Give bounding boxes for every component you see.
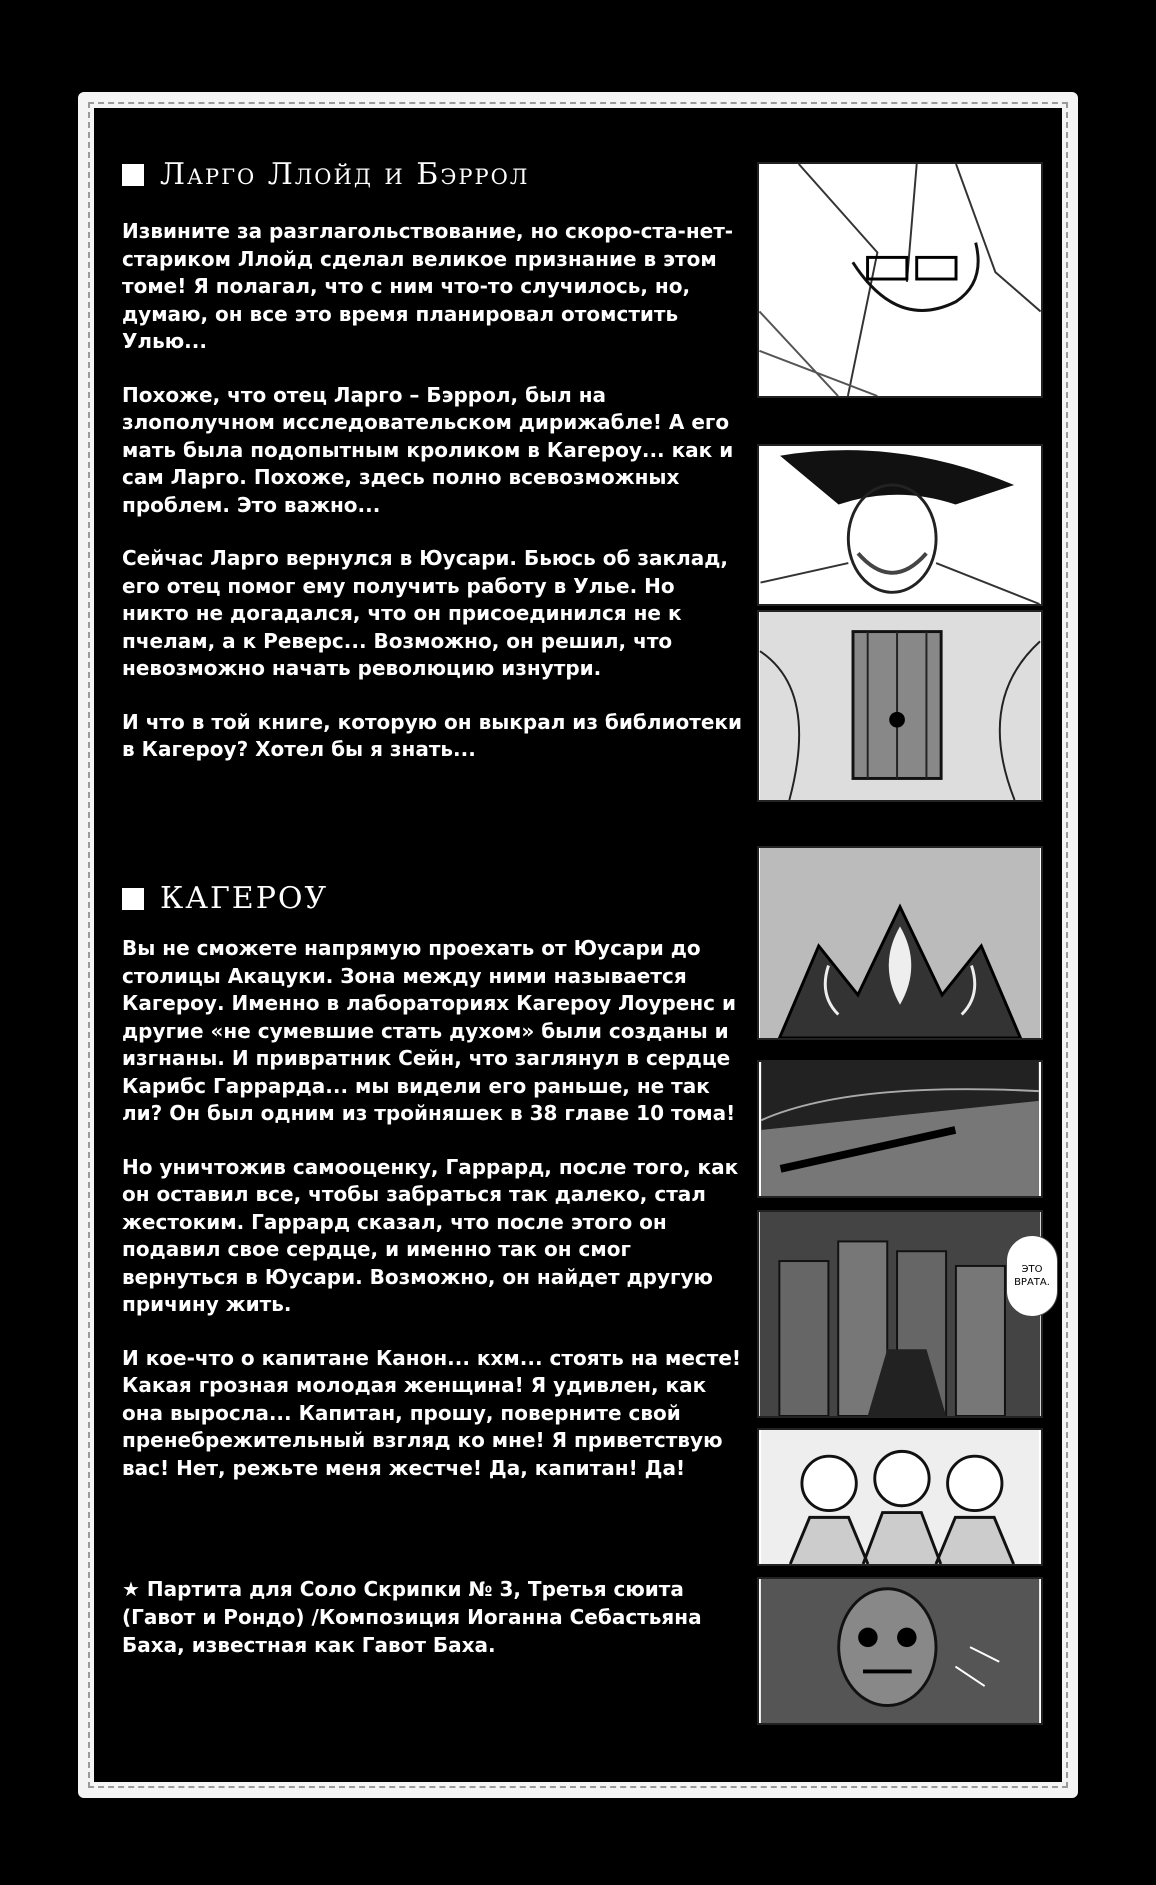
panel-triplets [757,1428,1043,1566]
footnote: ★ Партита для Соло Скрипки № 3, Третья сюита (Гавот и Рондо) /Композиция Иоганна Себастьяна Баха, известная как Гавот Баха. [122,1577,702,1657]
paragraph: И кое-что о капитане Канон... кхм... стоять на месте! Какая грозная молодая женщина! Я удивлен, как она выросла... Капитан, прошу, поверните свой пренебрежительный взгляд ко мне! Я приветствую вас! Нет, режьте меня жестче! Да, капитан! Да! [122,1345,742,1480]
train-illustration [759,1062,1041,1196]
section-title: КАГЕРОУ [160,881,329,916]
section-body-largo [122,218,747,790]
bullet-square-icon [122,888,144,910]
panel-city-gate [757,1210,1043,1418]
speech-bubble [1006,1235,1058,1317]
paragraph: Но уничтожив самооценку, Гаррард, после того, как он оставил все, чтобы забраться так далеко, стал жестоким. Гаррард сказал, что после этого он подавил свое сердце, и именно так он смог вернуться в Юусари. Возможно, он найдет другую причину жить. [122,1154,739,1316]
panel-largo-portrait [757,162,1043,398]
crown-illustration [759,848,1041,1038]
paragraph: Сейчас Ларго вернулся в Юусари. Бьюсь об заклад, его отец помог ему получить работу в Улье. Но никто не догадался, что он присоединился не к пчелам, а к Реверс... Возможно, он решил, что невозможно начать революцию изнутри. [122,546,729,680]
section-heading-largo [122,157,529,192]
gate-illustration [759,612,1041,800]
section-title: Ларго Ллойд и Бэррол [160,157,530,192]
largo-illustration [759,164,1041,396]
panel-barrol-portrait [757,444,1043,606]
section-heading-kageroou [122,881,328,916]
city-gate-illustration [759,1212,1041,1416]
paragraph: Извините за разглагольствование, но скоро-ста-нет-стариком Ллойд сделал великое признание в этом томе! Я полагал, что с ним что-то случилось, но, думаю, он все это время планировал отомстить Улью... [122,219,734,353]
panel-gate-vines [757,610,1043,802]
triplets-illustration [759,1430,1041,1564]
panel-train-landscape [757,1060,1043,1198]
panel-ghoul [757,1577,1043,1725]
panel-crown-ornament [757,846,1043,1040]
paragraph: Вы не сможете напрямую проехать от Юусари до столицы Акацуки. Зона между ними называется Кагероу. Именно в лабораториях Кагероу Лоуренс и другие «не сумевшие стать духом» были созданы и изгнаны. И привратник Сейн, что заглянул в сердце Карибс Гаррарда... мы видели его раньше, не так ли? Он был одним из тройняшек в 38 главе 10 тома! [122,936,736,1125]
bullet-square-icon [122,164,144,186]
section-body-kageroou [122,935,747,1508]
speech-bubble-line: ВРАТА. [1014,1277,1050,1288]
paragraph: И что в той книге, которую он выкрал из библиотеки в Кагероу? Хотел бы я знать... [122,709,742,761]
speech-bubble-line: ЭТО [1021,1264,1043,1275]
barrol-illustration [759,446,1041,604]
ghoul-illustration [759,1579,1041,1723]
paragraph: Похоже, что отец Ларго – Бэррол, был на злополучном исследовательском дирижабле! А его мать была подопытным кроликом в Кагероу... как и сам Ларго. Похоже, здесь полно всевозможных проблем. Это важно... [122,382,734,517]
